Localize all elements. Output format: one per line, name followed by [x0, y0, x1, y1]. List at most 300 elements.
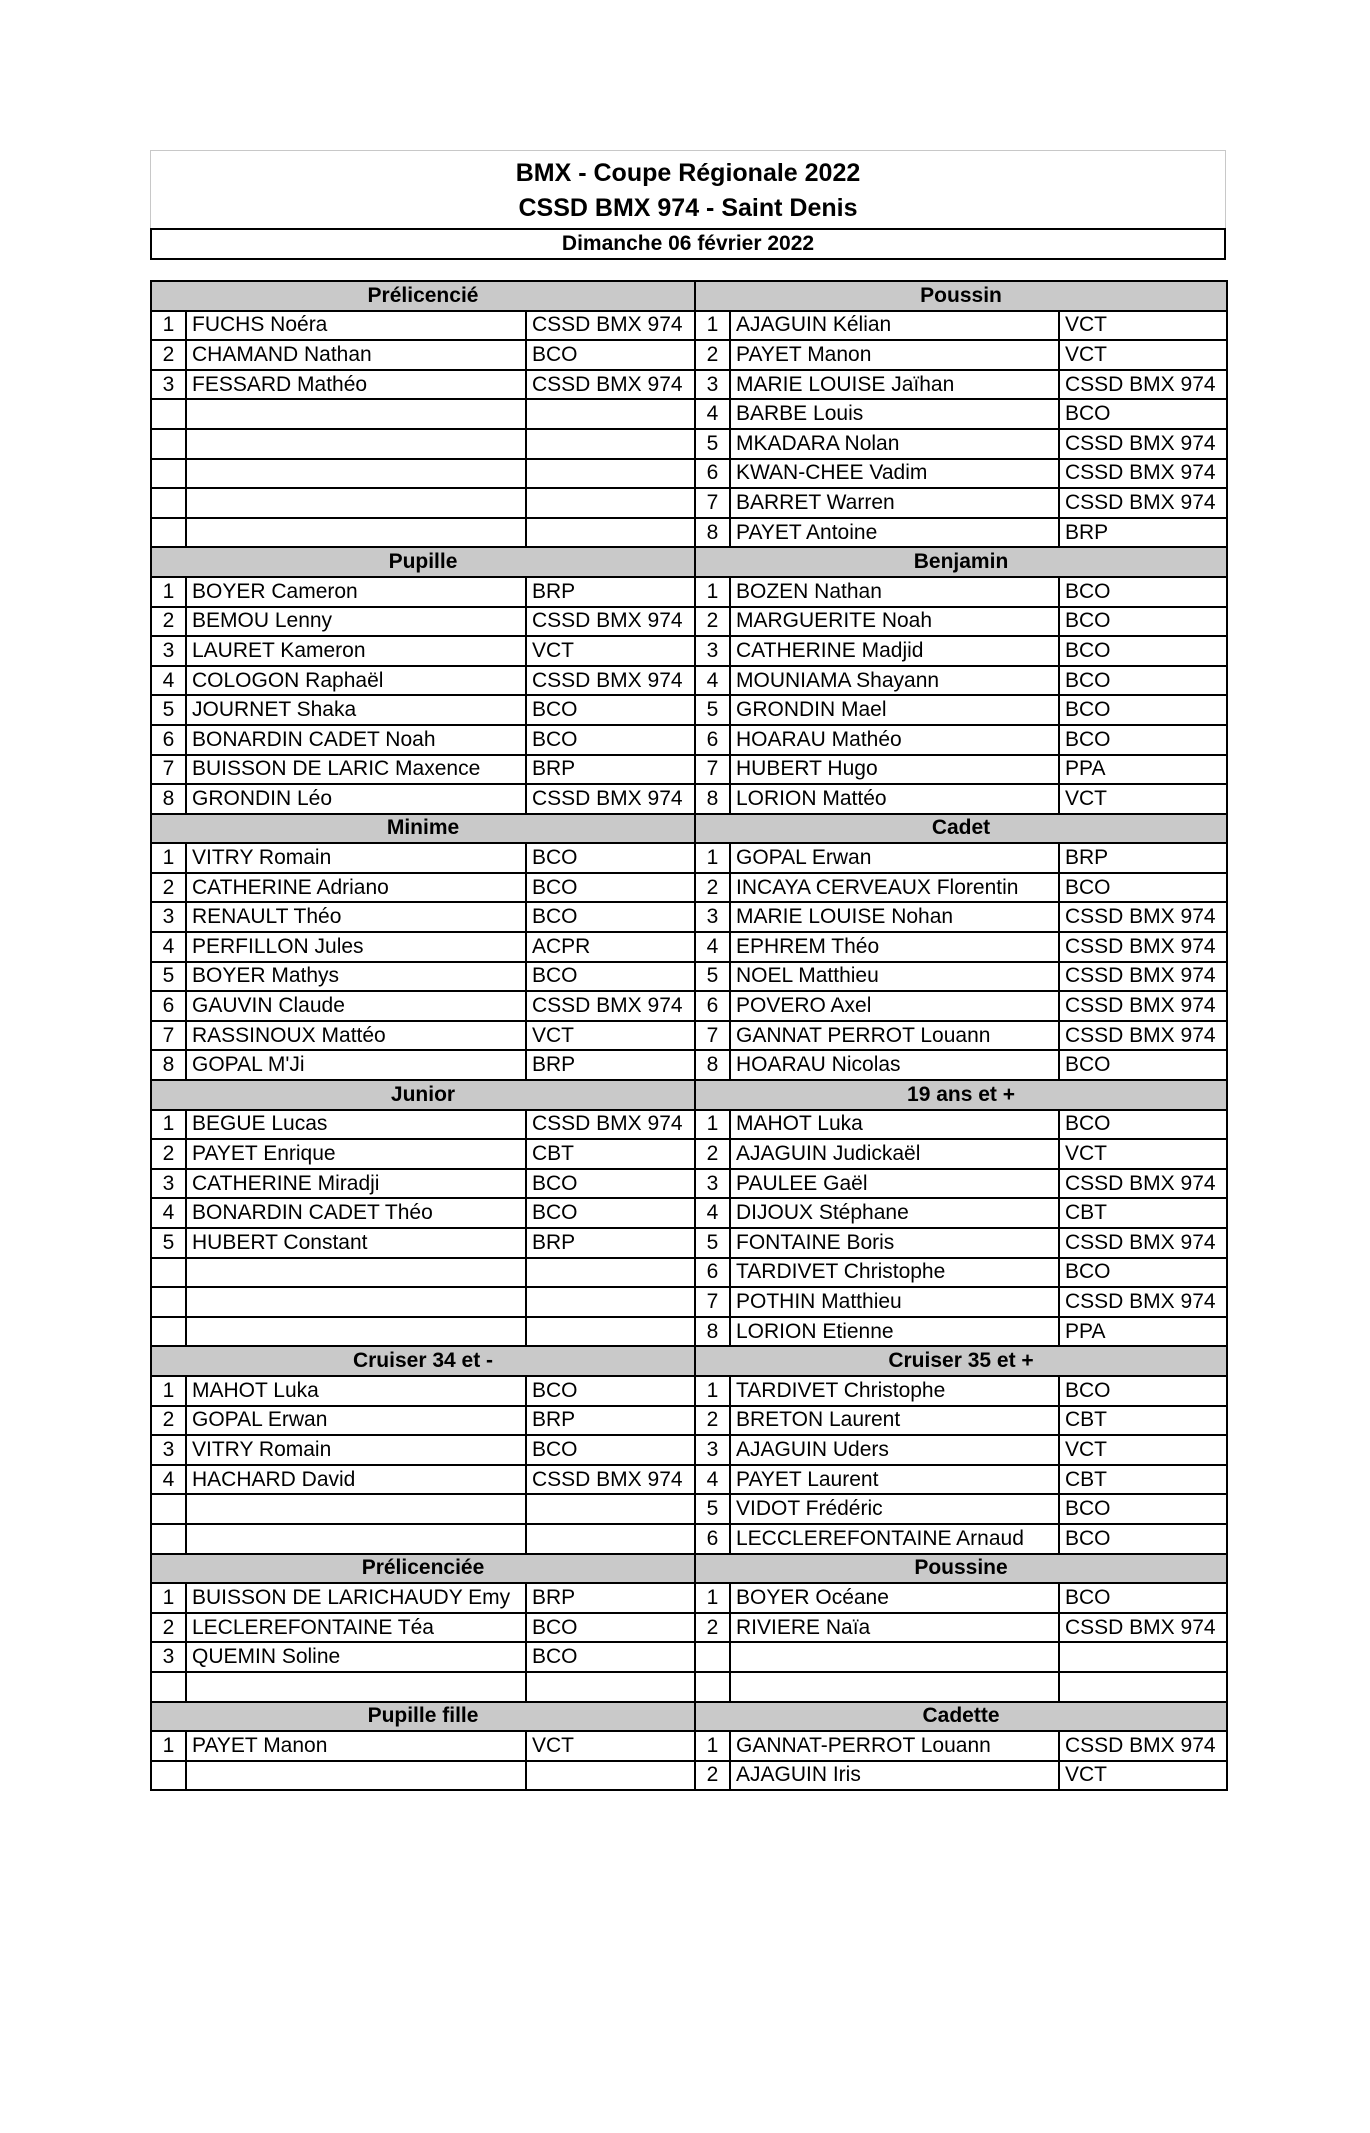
club-cell: VCT — [1059, 311, 1227, 341]
category-title: Poussin — [695, 281, 1227, 311]
club-cell: BCO — [526, 725, 695, 755]
club-cell: BCO — [526, 1435, 695, 1465]
rider-row — [151, 1465, 1227, 1495]
club-cell: BCO — [1059, 1110, 1227, 1140]
club-cell: CSSD BMX 974 — [526, 991, 695, 1021]
rider-name-cell: LECCLEREFONTAINE Arnaud — [730, 1524, 1059, 1554]
rider-name-cell: AJAGUIN Judickaël — [730, 1139, 1059, 1169]
rider-row — [151, 1228, 1227, 1258]
club-cell: VCT — [526, 1021, 695, 1051]
rank-cell: 1 — [151, 843, 186, 873]
rank-cell: 7 — [695, 755, 730, 785]
club-cell: VCT — [1059, 1761, 1227, 1791]
rider-name-cell: GANNAT PERROT Louann — [730, 1021, 1059, 1051]
rider-row — [151, 370, 1227, 400]
rider-name-cell: FESSARD Mathéo — [186, 370, 526, 400]
rider-row — [151, 429, 1227, 459]
rank-cell — [151, 488, 186, 518]
rider-row — [151, 1672, 1227, 1702]
rank-cell: 1 — [151, 1583, 186, 1613]
rider-name-cell: CATHERINE Madjid — [730, 636, 1059, 666]
rank-cell — [695, 1672, 730, 1702]
rider-name-cell: QUEMIN Soline — [186, 1642, 526, 1672]
rank-cell: 1 — [151, 311, 186, 341]
rider-name-cell: PAYET Laurent — [730, 1465, 1059, 1495]
rank-cell: 8 — [151, 1050, 186, 1080]
category-header-row — [151, 1554, 1227, 1584]
club-cell — [526, 429, 695, 459]
club-cell: BCO — [1059, 607, 1227, 637]
rank-cell: 4 — [695, 1465, 730, 1495]
rank-cell — [695, 1642, 730, 1672]
rider-name-cell: POVERO Axel — [730, 991, 1059, 1021]
rank-cell: 2 — [695, 1139, 730, 1169]
category-title: Junior — [151, 1080, 695, 1110]
rider-row — [151, 1435, 1227, 1465]
rank-cell: 8 — [695, 1317, 730, 1347]
rank-cell: 3 — [695, 636, 730, 666]
rider-name-cell: CATHERINE Adriano — [186, 873, 526, 903]
club-cell: VCT — [526, 1731, 695, 1761]
category-title: Cadet — [695, 814, 1227, 844]
rider-row — [151, 577, 1227, 607]
rider-name-cell: EPHREM Théo — [730, 932, 1059, 962]
club-cell: CSSD BMX 974 — [526, 1110, 695, 1140]
rider-row — [151, 1376, 1227, 1406]
rider-name-cell — [186, 488, 526, 518]
rider-name-cell: TARDIVET Christophe — [730, 1376, 1059, 1406]
rider-name-cell: BEMOU Lenny — [186, 607, 526, 637]
club-cell: BCO — [1059, 1258, 1227, 1288]
rider-name-cell: FONTAINE Boris — [730, 1228, 1059, 1258]
rank-cell: 2 — [695, 1761, 730, 1791]
club-cell — [526, 1258, 695, 1288]
rider-row — [151, 311, 1227, 341]
rank-cell: 2 — [695, 340, 730, 370]
rider-row — [151, 488, 1227, 518]
rank-cell: 1 — [151, 1110, 186, 1140]
rank-cell: 1 — [695, 311, 730, 341]
rank-cell: 1 — [151, 1731, 186, 1761]
club-cell: CSSD BMX 974 — [1059, 1021, 1227, 1051]
rank-cell: 3 — [695, 370, 730, 400]
club-cell: BRP — [526, 1583, 695, 1613]
club-cell: BCO — [526, 1169, 695, 1199]
rank-cell — [151, 1258, 186, 1288]
club-cell: BCO — [526, 1198, 695, 1228]
rank-cell: 6 — [695, 725, 730, 755]
rank-cell: 7 — [695, 1287, 730, 1317]
category-title: Pupille — [151, 547, 695, 577]
club-cell: BCO — [526, 962, 695, 992]
club-cell — [526, 459, 695, 489]
rank-cell: 3 — [151, 370, 186, 400]
rank-cell: 5 — [695, 429, 730, 459]
rider-row — [151, 1258, 1227, 1288]
rank-cell — [151, 399, 186, 429]
club-cell: BCO — [1059, 873, 1227, 903]
rider-name-cell — [186, 1258, 526, 1288]
club-cell: BCO — [1059, 1050, 1227, 1080]
club-cell: BCO — [526, 340, 695, 370]
club-cell: BRP — [1059, 518, 1227, 548]
event-date: Dimanche 06 février 2022 — [150, 228, 1226, 260]
rider-name-cell: PAULEE Gaël — [730, 1169, 1059, 1199]
club-cell: CBT — [526, 1139, 695, 1169]
rider-name-cell — [186, 1317, 526, 1347]
club-cell: BRP — [1059, 843, 1227, 873]
rider-name-cell: PAYET Manon — [186, 1731, 526, 1761]
rider-name-cell — [186, 429, 526, 459]
club-cell: CSSD BMX 974 — [526, 1465, 695, 1495]
rank-cell: 6 — [695, 1524, 730, 1554]
rank-cell: 2 — [695, 873, 730, 903]
rider-name-cell: VITRY Romain — [186, 1435, 526, 1465]
club-cell: CSSD BMX 974 — [1059, 459, 1227, 489]
rider-row — [151, 1169, 1227, 1199]
rank-cell: 1 — [695, 577, 730, 607]
rank-cell: 6 — [151, 725, 186, 755]
rank-cell: 4 — [695, 399, 730, 429]
club-cell — [526, 518, 695, 548]
rank-cell: 8 — [695, 1050, 730, 1080]
rider-name-cell: BONARDIN CADET Théo — [186, 1198, 526, 1228]
club-cell — [526, 1287, 695, 1317]
club-cell — [526, 1524, 695, 1554]
club-cell: BCO — [1059, 725, 1227, 755]
rider-name-cell: BOYER Océane — [730, 1583, 1059, 1613]
club-cell — [526, 1761, 695, 1791]
club-cell: CBT — [1059, 1198, 1227, 1228]
rider-row — [151, 1317, 1227, 1347]
rank-cell: 5 — [695, 695, 730, 725]
rider-row — [151, 725, 1227, 755]
club-cell: BCO — [1059, 1583, 1227, 1613]
rider-name-cell: GRONDIN Léo — [186, 784, 526, 814]
club-cell: CSSD BMX 974 — [1059, 429, 1227, 459]
rank-cell: 1 — [695, 1376, 730, 1406]
rank-cell: 2 — [151, 607, 186, 637]
rank-cell: 4 — [695, 932, 730, 962]
rank-cell: 1 — [695, 1583, 730, 1613]
rider-row — [151, 518, 1227, 548]
rider-row — [151, 1761, 1227, 1791]
rank-cell — [151, 1494, 186, 1524]
club-cell: BRP — [526, 1406, 695, 1436]
rank-cell — [151, 429, 186, 459]
rank-cell: 8 — [151, 784, 186, 814]
rider-name-cell: GOPAL Erwan — [730, 843, 1059, 873]
rider-name-cell: RIVIERE Naïa — [730, 1613, 1059, 1643]
rank-cell: 8 — [695, 784, 730, 814]
rider-name-cell: RENAULT Théo — [186, 902, 526, 932]
rank-cell: 5 — [151, 1228, 186, 1258]
rider-name-cell: DIJOUX Stéphane — [730, 1198, 1059, 1228]
rank-cell: 3 — [151, 1435, 186, 1465]
rank-cell: 3 — [151, 1169, 186, 1199]
category-header-row — [151, 814, 1227, 844]
club-cell: BCO — [526, 1376, 695, 1406]
page-subtitle: CSSD BMX 974 - Saint Denis — [518, 194, 858, 222]
club-cell: VCT — [1059, 340, 1227, 370]
rider-name-cell: PAYET Enrique — [186, 1139, 526, 1169]
rider-name-cell: NOEL Matthieu — [730, 962, 1059, 992]
rank-cell: 6 — [151, 991, 186, 1021]
rider-row — [151, 1021, 1227, 1051]
rank-cell: 2 — [151, 1139, 186, 1169]
club-cell: BCO — [526, 1613, 695, 1643]
rider-name-cell: GOPAL Erwan — [186, 1406, 526, 1436]
results-table — [150, 280, 1228, 1791]
rank-cell: 7 — [151, 1021, 186, 1051]
club-cell — [526, 399, 695, 429]
rider-name-cell: PERFILLON Jules — [186, 932, 526, 962]
rank-cell: 3 — [695, 902, 730, 932]
category-title: Cruiser 35 et + — [695, 1346, 1227, 1376]
club-cell: BCO — [526, 695, 695, 725]
rank-cell: 4 — [695, 666, 730, 696]
title-block — [150, 150, 1226, 230]
rider-name-cell: LAURET Kameron — [186, 636, 526, 666]
rider-row — [151, 1198, 1227, 1228]
rider-name-cell: MOUNIAMA Shayann — [730, 666, 1059, 696]
club-cell: BRP — [526, 1050, 695, 1080]
rank-cell: 6 — [695, 1258, 730, 1288]
rider-name-cell: MARIE LOUISE Nohan — [730, 902, 1059, 932]
category-title: Minime — [151, 814, 695, 844]
rank-cell: 5 — [151, 695, 186, 725]
rider-name-cell — [186, 459, 526, 489]
club-cell: BCO — [526, 843, 695, 873]
rank-cell: 1 — [695, 843, 730, 873]
club-cell: BCO — [1059, 666, 1227, 696]
rider-name-cell: CATHERINE Miradji — [186, 1169, 526, 1199]
club-cell: BCO — [1059, 1376, 1227, 1406]
rider-name-cell: FUCHS Noéra — [186, 311, 526, 341]
rider-row — [151, 962, 1227, 992]
rider-row — [151, 1642, 1227, 1672]
rider-row — [151, 784, 1227, 814]
rider-name-cell: GRONDIN Mael — [730, 695, 1059, 725]
rank-cell: 1 — [695, 1731, 730, 1761]
club-cell — [526, 1494, 695, 1524]
rider-name-cell — [186, 1524, 526, 1554]
rider-name-cell — [186, 1672, 526, 1702]
club-cell — [1059, 1642, 1227, 1672]
rider-name-cell — [186, 1494, 526, 1524]
rider-name-cell: MAHOT Luka — [730, 1110, 1059, 1140]
rank-cell — [151, 1287, 186, 1317]
rider-name-cell — [186, 399, 526, 429]
rank-cell: 7 — [151, 755, 186, 785]
rider-name-cell: BARBE Louis — [730, 399, 1059, 429]
rider-name-cell: BUISSON DE LARICHAUDY Emy — [186, 1583, 526, 1613]
club-cell: CSSD BMX 974 — [1059, 370, 1227, 400]
rank-cell: 3 — [151, 636, 186, 666]
club-cell: CSSD BMX 974 — [526, 666, 695, 696]
page-title: BMX - Coupe Régionale 2022 — [515, 159, 861, 187]
rider-row — [151, 1494, 1227, 1524]
category-header-row — [151, 1080, 1227, 1110]
rank-cell — [151, 1317, 186, 1347]
category-header-row — [151, 1346, 1227, 1376]
club-cell: CSSD BMX 974 — [1059, 1169, 1227, 1199]
rider-name-cell: MARGUERITE Noah — [730, 607, 1059, 637]
category-header-row — [151, 547, 1227, 577]
rank-cell: 1 — [695, 1110, 730, 1140]
rider-row — [151, 636, 1227, 666]
club-cell: CBT — [1059, 1406, 1227, 1436]
rider-name-cell: PAYET Manon — [730, 340, 1059, 370]
rank-cell: 2 — [151, 1406, 186, 1436]
rider-row — [151, 1613, 1227, 1643]
rank-cell: 5 — [695, 962, 730, 992]
rider-name-cell: HACHARD David — [186, 1465, 526, 1495]
rider-name-cell: JOURNET Shaka — [186, 695, 526, 725]
rank-cell: 4 — [151, 666, 186, 696]
club-cell: CSSD BMX 974 — [1059, 902, 1227, 932]
rider-name-cell: GANNAT-PERROT Louann — [730, 1731, 1059, 1761]
category-title: 19 ans et + — [695, 1080, 1227, 1110]
category-header-row — [151, 1702, 1227, 1732]
rank-cell: 1 — [151, 1376, 186, 1406]
rider-name-cell: LORION Mattéo — [730, 784, 1059, 814]
club-cell — [526, 488, 695, 518]
category-title: Cadette — [695, 1702, 1227, 1732]
rider-name-cell — [186, 1761, 526, 1791]
rider-row — [151, 399, 1227, 429]
rank-cell: 2 — [695, 607, 730, 637]
rider-name-cell: BEGUE Lucas — [186, 1110, 526, 1140]
category-title: Prélicenciée — [151, 1554, 695, 1584]
rider-row — [151, 755, 1227, 785]
rider-name-cell: LORION Etienne — [730, 1317, 1059, 1347]
rank-cell: 3 — [151, 902, 186, 932]
club-cell — [526, 1317, 695, 1347]
rank-cell: 6 — [695, 991, 730, 1021]
rank-cell — [151, 1524, 186, 1554]
club-cell: BCO — [526, 873, 695, 903]
rank-cell: 2 — [151, 873, 186, 903]
rank-cell: 5 — [695, 1494, 730, 1524]
rider-row — [151, 695, 1227, 725]
rider-name-cell: BOYER Cameron — [186, 577, 526, 607]
rider-row — [151, 607, 1227, 637]
rider-row — [151, 1583, 1227, 1613]
category-title: Pupille fille — [151, 1702, 695, 1732]
rider-row — [151, 873, 1227, 903]
club-cell: CSSD BMX 974 — [1059, 1228, 1227, 1258]
club-cell: PPA — [1059, 1317, 1227, 1347]
club-cell: BRP — [526, 755, 695, 785]
club-cell: CBT — [1059, 1465, 1227, 1495]
club-cell: BCO — [1059, 1524, 1227, 1554]
rider-name-cell: RASSINOUX Mattéo — [186, 1021, 526, 1051]
rider-name-cell — [186, 518, 526, 548]
club-cell: BCO — [1059, 636, 1227, 666]
rider-name-cell: INCAYA CERVEAUX Florentin — [730, 873, 1059, 903]
rider-name-cell: BOYER Mathys — [186, 962, 526, 992]
rider-row — [151, 932, 1227, 962]
rider-name-cell: POTHIN Matthieu — [730, 1287, 1059, 1317]
rider-name-cell: HUBERT Constant — [186, 1228, 526, 1258]
club-cell: VCT — [1059, 1435, 1227, 1465]
rider-name-cell — [730, 1672, 1059, 1702]
club-cell — [1059, 1672, 1227, 1702]
rider-row — [151, 1110, 1227, 1140]
rider-row — [151, 1050, 1227, 1080]
rank-cell: 1 — [151, 577, 186, 607]
rank-cell: 2 — [695, 1406, 730, 1436]
rider-row — [151, 1731, 1227, 1761]
rank-cell — [151, 459, 186, 489]
club-cell: BCO — [1059, 577, 1227, 607]
rider-row — [151, 340, 1227, 370]
rider-name-cell: BOZEN Nathan — [730, 577, 1059, 607]
category-title: Prélicencié — [151, 281, 695, 311]
rank-cell: 3 — [151, 1642, 186, 1672]
category-header-row — [151, 281, 1227, 311]
rank-cell: 5 — [151, 962, 186, 992]
club-cell: CSSD BMX 974 — [1059, 991, 1227, 1021]
club-cell: BRP — [526, 577, 695, 607]
rider-row — [151, 1139, 1227, 1169]
rider-name-cell: MAHOT Luka — [186, 1376, 526, 1406]
club-cell: ACPR — [526, 932, 695, 962]
club-cell: BCO — [526, 902, 695, 932]
category-title: Poussine — [695, 1554, 1227, 1584]
rank-cell: 8 — [695, 518, 730, 548]
club-cell: VCT — [526, 636, 695, 666]
club-cell: VCT — [1059, 784, 1227, 814]
club-cell: CSSD BMX 974 — [1059, 488, 1227, 518]
rank-cell: 3 — [695, 1169, 730, 1199]
club-cell: CSSD BMX 974 — [526, 311, 695, 341]
rider-name-cell: AJAGUIN Iris — [730, 1761, 1059, 1791]
rider-row — [151, 1287, 1227, 1317]
rider-name-cell: PAYET Antoine — [730, 518, 1059, 548]
rank-cell: 7 — [695, 488, 730, 518]
rider-name-cell: KWAN-CHEE Vadim — [730, 459, 1059, 489]
club-cell: CSSD BMX 974 — [526, 370, 695, 400]
club-cell: CSSD BMX 974 — [1059, 1287, 1227, 1317]
rank-cell: 5 — [695, 1228, 730, 1258]
club-cell: CSSD BMX 974 — [1059, 1613, 1227, 1643]
rank-cell: 4 — [695, 1198, 730, 1228]
rank-cell: 4 — [151, 932, 186, 962]
rider-row — [151, 459, 1227, 489]
rank-cell: 7 — [695, 1021, 730, 1051]
rider-name-cell: VIDOT Frédéric — [730, 1494, 1059, 1524]
rider-row — [151, 902, 1227, 932]
rider-name-cell: BONARDIN CADET Noah — [186, 725, 526, 755]
rank-cell: 2 — [695, 1613, 730, 1643]
rank-cell — [151, 1672, 186, 1702]
club-cell: CSSD BMX 974 — [1059, 932, 1227, 962]
rank-cell: 4 — [151, 1465, 186, 1495]
rider-name-cell: BARRET Warren — [730, 488, 1059, 518]
rider-row — [151, 1524, 1227, 1554]
rider-row — [151, 666, 1227, 696]
rider-name-cell: GAUVIN Claude — [186, 991, 526, 1021]
rank-cell: 4 — [151, 1198, 186, 1228]
rider-name-cell: HUBERT Hugo — [730, 755, 1059, 785]
rider-name-cell: AJAGUIN Uders — [730, 1435, 1059, 1465]
rider-name-cell: TARDIVET Christophe — [730, 1258, 1059, 1288]
rider-name-cell: MKADARA Nolan — [730, 429, 1059, 459]
club-cell: PPA — [1059, 755, 1227, 785]
rider-name-cell: BUISSON DE LARIC Maxence — [186, 755, 526, 785]
